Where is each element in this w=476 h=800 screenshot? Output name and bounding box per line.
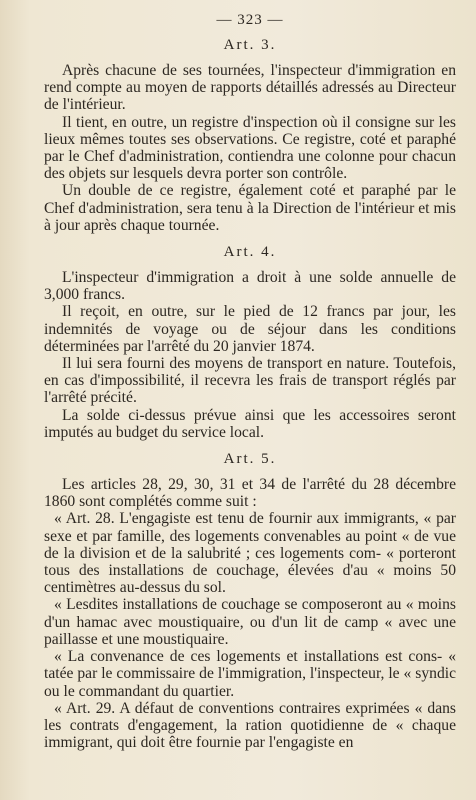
paragraph: Les articles 28, 29, 30, 31 et 34 de l'arrêté du 28 décembre 1860 sont complétés comme suit : [44,476,456,511]
paragraph: Après chacune de ses tournées, l'inspecteur d'immigration en rend compte au moyen de rapports détaillés adressés au Directeur de l'intérieur. [44,62,456,114]
article-heading: Art. 4. [223,244,277,261]
paragraph: Il tient, en outre, un registre d'inspection où il consigne sur les lieux mêmes toutes ses observations. Ce registre, coté et paraphé par le Chef d'administration, contiendra une colonne pour chacun des objets sur lesquels devra porter son contrôle. [44,113,456,183]
paragraph: Il reçoit, en outre, sur le pied de 12 francs par jour, les indemnités de voyage ou de séjour dans les conditions déterminées par l'arrêté du 20 janvier 1874. [44,303,456,355]
quoted-paragraph: « Lesdites installations de couchage se composeront au « moins d'un hamac avec moustiquaire, ou d'un lit de camp « avec une paillasse et une moustiquaire. [44,596,456,648]
article-3 [44,37,456,234]
article-heading: Art. 5. [223,451,277,468]
article-5 [44,451,456,751]
quoted-article-29: « Art. 29. A défaut de conventions contraires exprimées « dans les contrats d'engagement, la ration quotidienne de « chaque immigrant, qui doit être fournie par l'engagiste en [44,699,456,752]
article-heading: Art. 3. [223,37,277,53]
article-4 [44,244,456,441]
quoted-paragraph: « La convenance de ces logements et installations est cons- « tatée par le commissaire de l'immigration, l'inspecteur, le « syndic ou le commandant du quartier. [44,648,456,700]
paragraph: Il lui sera fourni des moyens de transport en nature. Toutefois, en cas d'impossibilité, il recevra les frais de transport réglés par l'arrêté précité. [44,355,456,407]
quoted-article-28: « Art. 28. L'engagiste est tenu de fournir aux immigrants, « par sexe et par famille, des logements convenables au point « de vue de la division et de la salubrité ; ces logements com- « porteront tous des installations de couchage, élevées d'au « moins 50 centimètres au-dessus du sol. [44,510,456,597]
paragraph: Un double de ce registre, également coté et paraphé par le Chef d'administration, sera tenu à la Direction de l'intérieur et mis à jour après chaque tournée. [44,182,456,234]
page-number: — 323 — [216,12,284,28]
paragraph: L'inspecteur d'immigration a droit à une solde annuelle de 3,000 francs. [44,269,456,304]
paragraph: La solde ci-dessus prévue ainsi que les accessoires seront imputés au budget du service local. [44,406,456,441]
